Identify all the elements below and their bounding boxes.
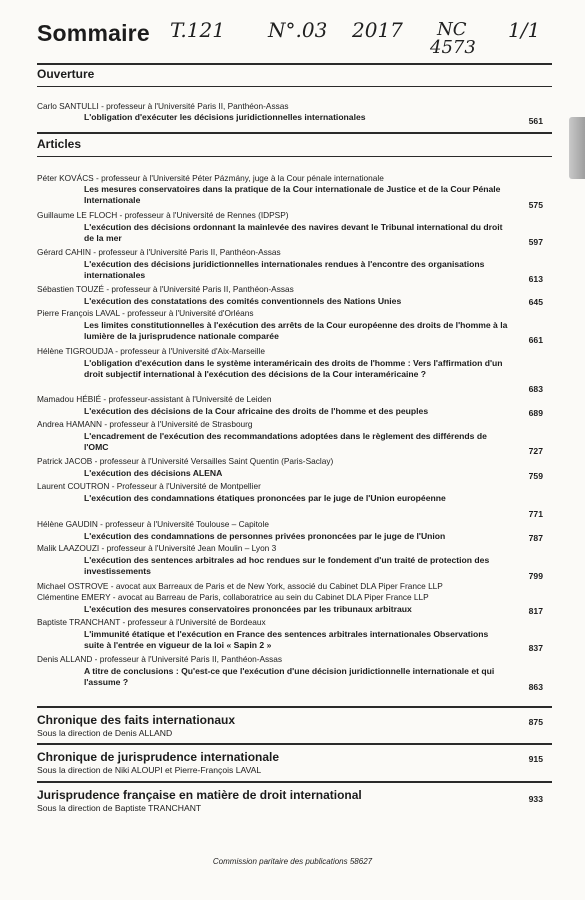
section-heading-chronique: Jurisprudence française en matière de droit international (37, 788, 362, 802)
entry-page-number: 613 (528, 274, 543, 284)
entry-title: A titre de conclusions : Qu'est-ce que l'exécution d'une décision juridictionnelle internationale et qui l'assume ? (84, 666, 495, 687)
entry-page-number: 933 (528, 794, 543, 804)
entry-author: Andrea HAMANN - professeur à l'Université de Strasbourg (37, 419, 253, 429)
entry-page-number: 689 (528, 408, 543, 418)
section-heading-articles: Articles (37, 137, 82, 151)
entry-author: Baptiste TRANCHANT - professeur à l'Université de Bordeaux (37, 617, 266, 627)
handwritten-note: NC (437, 19, 467, 40)
entry-page-number: 727 (528, 446, 543, 456)
footer-note: Commission paritaire des publications 58627 (212, 857, 373, 866)
entry-author: Guillaume LE FLOCH - professeur à l'Université de Rennes (IDPSP) (37, 210, 289, 220)
entry-page-number: 771 (528, 509, 543, 519)
entry-author: Laurent COUTRON - Professeur à l'Université de Montpellier (37, 481, 261, 491)
entry-author: Hélène GAUDIN - professeur à l'Université Toulouse – Capitole (37, 519, 270, 529)
section-heading-chronique: Chronique de jurisprudence internationale (37, 750, 280, 764)
entry-page-number: 683 (528, 384, 543, 394)
section-subtitle: Sous la direction de Niki ALOUPI et Pierre-François LAVAL (37, 765, 262, 775)
entry-author: Denis ALLAND - professeur à l'Université Paris II, Panthéon-Assas (37, 654, 283, 664)
entry-author: Mamadou HÉBIÉ - professeur-assistant à l'Université de Leiden (37, 394, 272, 404)
divider (37, 743, 552, 745)
entry-page-number: 837 (528, 643, 543, 653)
entry-page-number: 661 (528, 335, 543, 345)
entry-author: Pierre François LAVAL - professeur à l'Université d'Orléans (37, 308, 254, 318)
entry-page-number: 915 (528, 754, 543, 764)
entry-title: Les limites constitutionnelles à l'exécution des arrêts de la Cour européenne des droits de l'homme à la lumière de la jurisprudence nationale comparée (84, 320, 508, 341)
entry-title: L'exécution des sentences arbitrales ad hoc rendues sur le fondement d'un traité de protection des investissements (84, 555, 490, 576)
handwritten-note: 4573 (430, 37, 476, 58)
entry-author: Patrick JACOB - professeur à l'Université Versailles Saint Quentin (Paris-Saclay) (37, 456, 334, 466)
entry-author: Gérard CAHIN - professeur à l'Université Paris II, Panthéon-Assas (37, 247, 281, 257)
entry-page-number: 575 (528, 200, 543, 210)
section-subtitle: Sous la direction de Denis ALLAND (37, 728, 173, 738)
entry-title: L'exécution des constatations des comités conventionnels des Nations Unies (84, 296, 402, 306)
entry-author: Malik LAAZOUZI - professeur à l'Université Jean Moulin – Lyon 3 (37, 543, 277, 553)
entry-page-number: 799 (528, 571, 543, 581)
entry-title: L'encadrement de l'exécution des recommandations adoptées dans le règlement des différends de l'OMC (84, 431, 487, 452)
entry-author: Carlo SANTULLI - professeur à l'Université Paris II, Panthéon-Assas (37, 101, 289, 111)
entry-author: Michael OSTROVE - avocat aux Barreaux de Paris et de New York, associé du Cabinet DLA Piper France LLP (37, 581, 443, 591)
entry-title: Les mesures conservatoires dans la pratique de la Cour internationale de Justice et de la Cour Pénale Internationale (84, 184, 501, 205)
entry-title: L'exécution des décisions ALENA (84, 468, 223, 478)
entry-page-number: 863 (528, 682, 543, 692)
entry-author: Sébastien TOUZÉ - professeur à l'Université Paris II, Panthéon-Assas (37, 284, 294, 294)
entry-page-number: 817 (528, 606, 543, 616)
divider (37, 132, 552, 134)
entry-title: L'exécution des décisions ordonnant la mainlevée des navires devant le Tribunal international du droit de la mer (84, 222, 503, 243)
entry-author: Péter KOVÁCS - professeur à l'Université Péter Pázmány, juge à la Cour pénale internationale (37, 173, 384, 183)
divider (37, 706, 552, 708)
entry-page-number: 645 (528, 297, 543, 307)
handwritten-note: 2017 (352, 18, 403, 42)
handwritten-note: T.121 (170, 18, 225, 42)
divider (37, 63, 552, 65)
divider (37, 86, 552, 87)
entry-title: L'exécution des décisions de la Cour africaine des droits de l'homme et des peuples (84, 406, 429, 416)
handwritten-note: N°.03 (268, 18, 328, 42)
entry-author: Clémentine EMERY - avocat au Barreau de Paris, collaboratrice au sein du Cabinet DLA Piper France LLP (37, 592, 429, 602)
entry-title: L'exécution des condamnations de personnes privées prononcées par le juge de l'Union (84, 531, 446, 541)
entry-page-number: 561 (528, 116, 543, 126)
divider (37, 781, 552, 783)
entry-page-number: 597 (528, 237, 543, 247)
section-heading-chronique: Chronique des faits internationaux (37, 713, 236, 727)
entry-page-number: 875 (528, 717, 543, 727)
page-edge-tab (569, 117, 585, 179)
entry-title: L'exécution des condamnations étatiques prononcées par le juge de l'Union européenne (84, 493, 446, 503)
handwritten-note: 1/1 (508, 18, 541, 42)
entry-title: L'obligation d'exécution dans le système interaméricain des droits de l'homme : Vers l'affirmation d'un droit subjectif international à l'exécution des décisions de la Cour interaméricaine ? (84, 358, 503, 379)
entry-page-number: 759 (528, 471, 543, 481)
entry-title: L'immunité étatique et l'exécution en France des sentences arbitrales internationales Observations suite à l'entrée en vigueur de la loi « Sapin 2 » (84, 629, 489, 650)
entry-title: L'exécution des mesures conservatoires prononcées par les tribunaux arbitraux (84, 604, 412, 614)
entry-author: Hélène TIGROUDJA - professeur à l'Université d'Aix-Marseille (37, 346, 266, 356)
entry-title: L'obligation d'exécuter les décisions juridictionnelles internationales (84, 112, 366, 122)
section-subtitle: Sous la direction de Baptiste TRANCHANT (37, 803, 202, 813)
entry-title: L'exécution des décisions juridictionnelles internationales rendues à l'encontre des organisations internationales (84, 259, 485, 280)
section-heading-ouverture: Ouverture (37, 67, 95, 81)
entry-page-number: 787 (528, 533, 543, 543)
page-title: Sommaire (37, 20, 150, 46)
divider (37, 156, 552, 157)
